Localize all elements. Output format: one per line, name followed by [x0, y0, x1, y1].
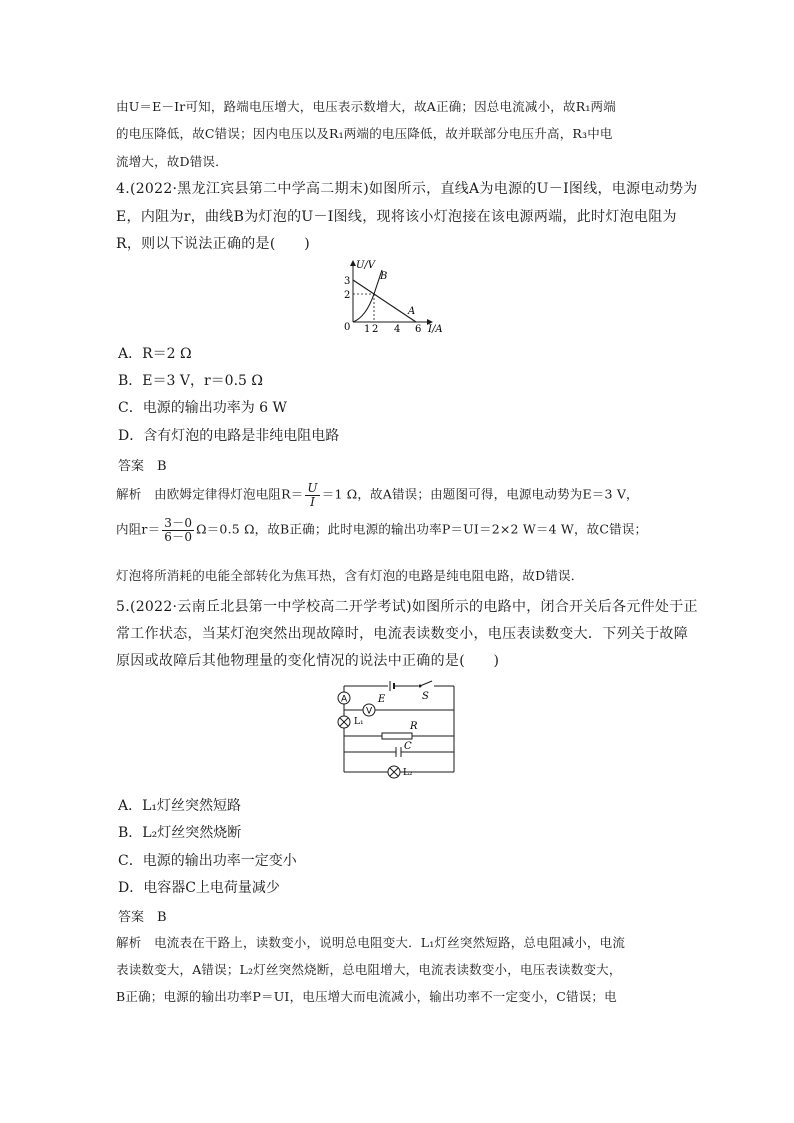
fraction-u-over-i — [305, 482, 319, 508]
lamp-l1-label: L₁ — [354, 717, 364, 727]
y-axis-label: U/V — [356, 260, 376, 271]
ammeter-icon — [338, 692, 350, 705]
origin-label: 0 — [344, 322, 351, 333]
q5-circuit-diagram — [330, 680, 460, 780]
lamp-l1-icon — [338, 716, 350, 728]
q5-option-b: B．L₂灯丝突然烧断 — [118, 825, 242, 841]
q5-stem-line-3: 原因或故障后其他物理量的变化情况的说法中正确的是( ) — [116, 653, 500, 669]
q4-explanation-text-1a: 由欧姆定律得灯泡电阻R＝ — [154, 486, 304, 502]
fraction-denominator: I — [310, 494, 316, 509]
prev-explanation-line-2: 的电压降低，故C错误；因内电压以及R₁两端的电压降低，故并联部分电压升高，R₃中电 — [116, 126, 613, 141]
q4-option-b: B．E＝3 V，r＝0.5 Ω — [118, 373, 263, 389]
source-label: E — [378, 694, 386, 705]
q5-stem-line-1: 5.(2022·云南丘北县第一中学校高二开学考试)如图所示的电路中，闭合开关后各元件处于正 — [116, 599, 698, 615]
q5-answer-label: 答案 — [118, 910, 145, 925]
fraction-denominator: 6－0 — [164, 529, 193, 544]
switch-label: S — [422, 691, 429, 702]
q5-option-d: D．电容器C上电荷量减少 — [118, 880, 280, 896]
q5-stem-line-2: 常工作状态，当某灯泡突然出现故障时，电流表读数变小，电压表读数变大．下列关于故障 — [116, 626, 688, 642]
q4-explanation-text-2a: 内阻r＝ — [116, 521, 161, 537]
x-axis-label: I/A — [428, 324, 443, 335]
q4-answer — [118, 455, 167, 474]
line-a-label: A — [408, 306, 416, 317]
x-tick-6: 6 — [415, 324, 422, 335]
x-tick-4: 4 — [394, 324, 401, 335]
y-tick-2: 2 — [344, 290, 351, 301]
q5-option-a: A．L₁灯丝突然短路 — [118, 798, 242, 814]
prev-explanation-line-3: 流增大，故D错误． — [116, 154, 228, 169]
q5-option-c: C．电源的输出功率一定变小 — [118, 853, 297, 869]
fraction-numerator: U — [307, 481, 318, 495]
resistor-label: R — [410, 721, 418, 732]
fraction-internal-resistance — [162, 517, 194, 543]
x-tick-2: 2 — [372, 324, 379, 335]
q4-ui-graph — [336, 255, 456, 335]
y-tick-3: 3 — [344, 276, 351, 287]
q4-stem-line-3: R，则以下说法正确的是( ) — [116, 236, 310, 252]
q4-explanation-text-1b: ＝1 Ω，故A错误；由题图可得，电源电动势为E＝3 V， — [321, 486, 639, 502]
q4-option-a: A．R＝2 Ω — [118, 346, 192, 362]
q4-explanation-text-2b: Ω＝0.5 Ω，故B正确；此时电源的输出功率P＝UI＝2×2 W＝4 W，故C错误； — [196, 521, 648, 537]
q5-answer — [118, 906, 167, 925]
fraction-numerator: 3－0 — [164, 516, 193, 530]
q4-stem-line-2: E，内阻为r，曲线B为灯泡的U－I图线，现将该小灯泡接在该电源两端，此时灯泡电阻为 — [116, 209, 677, 225]
q4-answer-value: B — [157, 459, 167, 474]
switch-pivot — [419, 685, 422, 688]
q4-explanation-line-1 — [116, 482, 639, 508]
voltmeter-label: V — [366, 706, 373, 717]
prev-explanation-line-1: 由U＝E－Ir可知，路端电压增大，电压表示数增大，故A正确；因总电流减小，故R₁两端 — [116, 99, 616, 114]
q4-stem-line-1: 4.(2022·黑龙江宾县第二中学高二期末)如图所示，直线A为电源的U－I图线，电源电动势为 — [116, 181, 698, 197]
x-tick-1: 1 — [364, 324, 371, 335]
q4-explanation-line-2 — [116, 517, 647, 543]
voltmeter-icon — [363, 704, 375, 717]
q5-explanation-line-1: 解析 电流表在干路上，读数变小，说明总电阻变大．L₁灯丝突然短路，总电阻减小，电流 — [116, 935, 626, 950]
q5-answer-value: B — [157, 910, 167, 925]
q4-option-c: C．电源的输出功率为 6 W — [118, 400, 287, 416]
q5-explanation-line-3: B正确；电源的输出功率P＝UI，电压增大而电流减小，输出功率不一定变小，C错误；电 — [116, 989, 617, 1004]
q4-explanation-label: 解析 — [116, 486, 142, 502]
q4-explanation-line-3: 灯泡将所消耗的电能全部转化为焦耳热，含有灯泡的电路是纯电阻电路，故D错误． — [116, 568, 584, 583]
capacitor-label: C — [404, 741, 412, 752]
lamp-l2-label: L₂ — [403, 768, 413, 778]
q5-explanation-line-2: 表读数变大，A错误；L₂灯丝突然烧断，总电阻增大，电流表读数变小，电压表读数变大， — [116, 962, 622, 977]
q4-answer-label: 答案 — [118, 459, 145, 474]
curve-b-label: B — [380, 271, 388, 282]
q4-option-d: D．含有灯泡的电路是非纯电阻电路 — [118, 428, 340, 444]
lamp-l2-icon — [388, 766, 400, 778]
ammeter-label: A — [341, 694, 348, 705]
